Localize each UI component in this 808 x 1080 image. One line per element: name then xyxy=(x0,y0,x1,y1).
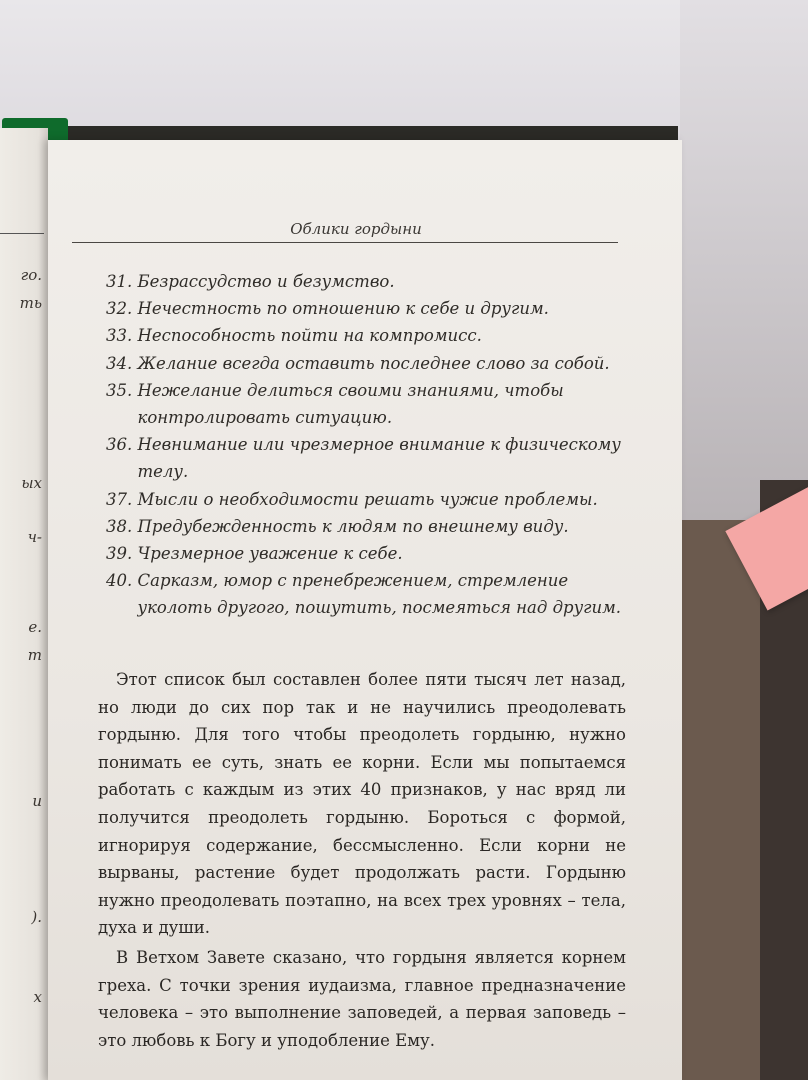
pride-signs-list xyxy=(106,268,626,622)
left-page-rule xyxy=(0,233,44,234)
list-item xyxy=(106,513,626,540)
list-item-number: 33. xyxy=(106,326,133,346)
list-item-text: Предубежденность к людям по внешнему виду. xyxy=(137,516,569,536)
list-item-number: 39. xyxy=(106,544,133,564)
left-fragment: х xyxy=(33,988,42,1006)
book-page xyxy=(48,140,682,1080)
paragraph: Этот список был составлен более пяти тысяч лет назад, но люди до сих пор так и не научились преодолевать гордыню. Для того чтобы преодолеть гордыню, нужно понимать ее суть, знать ее корни. Если мы попытаемся работать с каждым из этих 40 признаков, у нас вряд ли получится преодолеть гордыню. Бороться с формой, игнорируя содержание, бессмысленно. Если корни не вырваны, растение будет продолжать расти. Гордыню нужно преодолевать поэтапно, на всех трех уровнях – тела, духа и души. xyxy=(98,670,626,938)
left-fragment: го. xyxy=(20,266,42,284)
left-page-edge xyxy=(0,128,48,1080)
body-text xyxy=(98,666,626,1054)
list-item xyxy=(106,540,626,567)
list-item xyxy=(106,486,626,513)
list-item-number: 32. xyxy=(106,299,133,319)
list-item-number: 34. xyxy=(106,353,133,373)
header-rule xyxy=(72,242,618,243)
list-item-text: Чрезмерное уважение к себе. xyxy=(137,544,403,564)
list-item-text: Сарказм, юмор с пренебрежением, стремление уколоть другого, пошутить, посмеяться над другим. xyxy=(137,571,622,618)
list-item-text: Нечестность по отношению к себе и другим. xyxy=(137,299,549,319)
list-item-text: Желание всегда оставить последнее слово за собой. xyxy=(137,353,610,373)
list-item xyxy=(106,377,626,431)
list-item xyxy=(106,268,626,295)
list-item-text: Неспособность пойти на компромисс. xyxy=(137,326,482,346)
list-item-text: Безрассудство и безумство. xyxy=(137,272,395,291)
list-item xyxy=(106,322,626,349)
list-item-text: Невнимание или чрезмерное внимание к физическому телу. xyxy=(137,435,621,482)
list-item-number: 37. xyxy=(106,489,133,509)
list-item-text: Мысли о необходимости решать чужие проблемы. xyxy=(137,489,598,509)
list-item xyxy=(106,350,626,377)
list-item-number: 31. xyxy=(106,272,133,291)
list-item-text: Нежелание делиться своими знаниями, чтобы контролировать ситуацию. xyxy=(137,380,564,428)
left-fragment: и xyxy=(32,792,42,810)
left-fragment: ых xyxy=(21,474,42,492)
list-item-number: 38. xyxy=(106,516,133,536)
left-fragment: ч- xyxy=(27,528,42,546)
running-header: Облики гордыни xyxy=(290,220,422,238)
list-item xyxy=(106,295,626,322)
list-item-number: 36. xyxy=(106,435,133,455)
paragraph: В Ветхом Завете сказано, что гордыня является корнем греха. С точки зрения иудаизма, главное предназначение человека – это выполнение заповедей, а первая заповедь – это любовь к Богу и уподобление Ему. xyxy=(98,947,626,1050)
left-fragment: ть xyxy=(19,294,42,312)
left-fragment: т xyxy=(27,646,42,664)
list-item-number: 40. xyxy=(106,571,133,591)
list-item xyxy=(106,431,626,485)
list-item-number: 35. xyxy=(106,380,133,400)
list-item xyxy=(106,567,626,621)
background-sheet-right xyxy=(680,0,808,520)
left-fragment: ). xyxy=(31,908,42,926)
left-fragment: е. xyxy=(28,618,42,636)
